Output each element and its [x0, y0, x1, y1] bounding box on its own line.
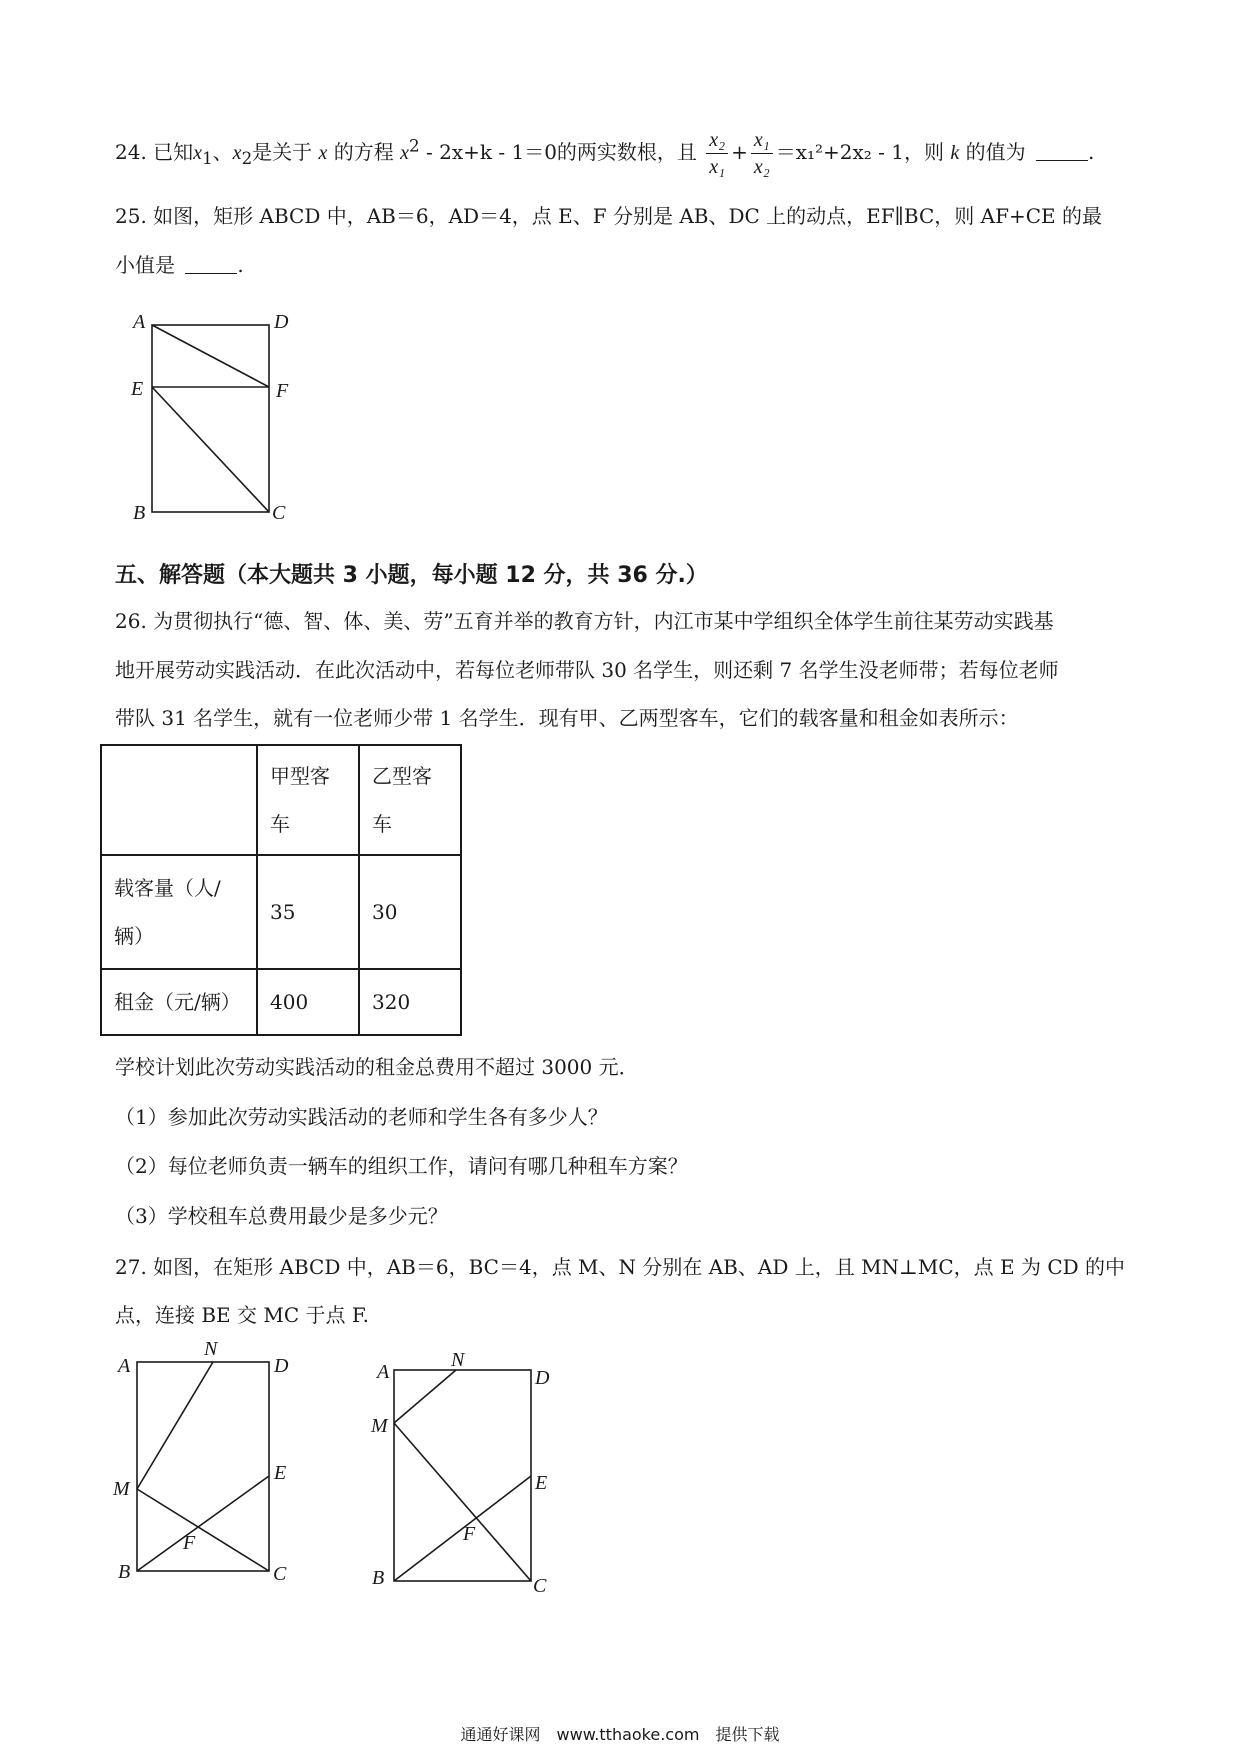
label-line: 载客量（人/	[114, 876, 221, 900]
text: ，则	[904, 140, 945, 164]
var-x: x	[318, 142, 328, 164]
label-n: N	[204, 1338, 218, 1360]
label-m: M	[371, 1415, 388, 1437]
question-26-condition: 学校计划此次劳动实践活动的租金总费用不超过 3000 元．	[115, 1055, 639, 1079]
label-n: N	[451, 1349, 465, 1371]
table-header-cell	[359, 745, 461, 855]
table-cell-label	[101, 969, 257, 1035]
question-26-line1: 26. 为贯彻执行“德、智、体、美、劳”五育并举的教育方针，内江市某中学组织全体学生前往某劳动实践基	[115, 609, 1054, 633]
question-26-line2: 地开展劳动实践活动．在此次活动中，若每位老师带队 30 名学生，则还剩 7 名学生没老师带；若每位老师	[115, 658, 1059, 682]
table-cell: 30	[359, 855, 461, 969]
answer-blank	[185, 255, 237, 274]
question-24	[115, 127, 1094, 180]
var-x1: x	[193, 142, 203, 164]
table-header-cell	[257, 745, 359, 855]
table-row	[101, 855, 461, 969]
answer-blank	[1036, 142, 1088, 161]
superscript: 2	[409, 136, 420, 156]
text: .	[1088, 140, 1095, 164]
numerator: x₁	[751, 127, 773, 154]
label-f: F	[463, 1523, 476, 1545]
table-cell: 320	[359, 969, 461, 1035]
text: 小值是	[115, 253, 175, 277]
segment-be	[137, 1476, 269, 1571]
label-b: B	[372, 1567, 385, 1589]
label-d: D	[535, 1367, 550, 1389]
question-26-sub2: （2）每位老师负责一辆车的组织工作，请问有哪几种租车方案？	[115, 1154, 688, 1178]
header-line: 甲型客	[270, 764, 330, 788]
numerator: x₂	[706, 127, 728, 154]
label-a: A	[377, 1361, 390, 1383]
table-cell-label	[101, 855, 257, 969]
table-cell: 400	[257, 969, 359, 1035]
denominator: x₂	[753, 156, 770, 178]
var-x: x	[400, 142, 410, 164]
equation: - 2x+k - 1＝0	[419, 140, 557, 164]
label-c: C	[533, 1575, 547, 1597]
question-27-line1: 27. 如图，在矩形 ABCD 中，AB＝6，BC＝4，点 M、N 分别在 AB、AD 上，且 MN⊥MC，点 E 为 CD 的中	[115, 1255, 1126, 1279]
question-25-line1: 25. 如图，矩形 ABCD 中，AB＝6，AD＝4，点 E、F 分别是 AB、DC 上的动点，EF∥BC，则 AF+CE 的最	[115, 204, 1102, 228]
segment-mc	[394, 1423, 531, 1581]
segment-mn	[137, 1362, 213, 1489]
header-line: 车	[372, 812, 392, 836]
segment-ec	[152, 387, 269, 512]
table-header-row	[101, 745, 461, 855]
text: 、	[212, 140, 233, 164]
question-26-sub3: （3）学校租车总费用最少是多少元？	[115, 1204, 448, 1228]
label-c: C	[273, 1563, 287, 1585]
rental-table	[100, 744, 462, 1036]
label-line: 租金（元/辆）	[114, 990, 241, 1014]
label-b: B	[133, 502, 146, 524]
fraction-x1-over-x2	[751, 127, 773, 180]
label-d: D	[274, 311, 289, 333]
question-25-line2	[115, 250, 244, 280]
rectangle-abcd	[152, 325, 269, 512]
subscript: 2	[241, 149, 253, 168]
segment-mc	[137, 1489, 269, 1571]
rectangle-abcd	[137, 1362, 269, 1571]
header-line: 车	[270, 812, 290, 836]
denominator: x₁	[709, 156, 726, 178]
fraction-x2-over-x1	[706, 127, 728, 180]
segment-af	[152, 325, 269, 387]
question-26-sub1: （1）参加此次劳动实践活动的老师和学生各有多少人？	[115, 1105, 608, 1129]
text: .	[237, 253, 244, 277]
label-c: C	[272, 502, 286, 524]
label-f: F	[183, 1532, 196, 1554]
label-a: A	[118, 1355, 131, 1377]
text: 的值为	[965, 140, 1026, 164]
text: 的两实数根，且	[556, 140, 697, 164]
label-d: D	[274, 1355, 289, 1377]
var-x2: x	[232, 142, 242, 164]
label-e: E	[535, 1472, 548, 1494]
label-e: E	[131, 378, 144, 400]
table-cell: 35	[257, 855, 359, 969]
equation-rhs: ＝x₁²+2x₂ - 1	[775, 140, 905, 164]
label-b: B	[118, 1561, 131, 1583]
question-26-line3: 带队 31 名学生，就有一位老师少带 1 名学生．现有甲、乙两型客车，它们的载客量和租金如表所示：	[115, 706, 1019, 730]
text: 是关于	[252, 140, 313, 164]
label-line: 辆）	[114, 924, 154, 948]
text: 已知	[153, 140, 194, 164]
var-k: k	[950, 142, 960, 164]
label-a: A	[133, 311, 146, 333]
question-27-line2: 点，连接 BE 交 MC 于点 F.	[115, 1303, 369, 1327]
segment-mn	[394, 1370, 456, 1423]
text: 的方程	[333, 140, 394, 164]
label-e: E	[274, 1462, 287, 1484]
subscript: 1	[202, 149, 213, 168]
table-row	[101, 969, 461, 1035]
label-m: M	[113, 1478, 130, 1500]
segment-be	[394, 1476, 531, 1581]
rectangle-abcd	[394, 1370, 531, 1581]
question-number: 24.	[115, 140, 147, 164]
table-header-cell	[101, 745, 257, 855]
label-f: F	[276, 380, 289, 402]
plus-sign: +	[731, 140, 748, 164]
page-footer: 通通好课网 www.tthaoke.com 提供下载	[460, 1725, 780, 1744]
section-title: 五、解答题（本大题共 3 小题，每小题 12 分，共 36 分.）	[115, 563, 708, 588]
header-line: 乙型客	[372, 764, 432, 788]
